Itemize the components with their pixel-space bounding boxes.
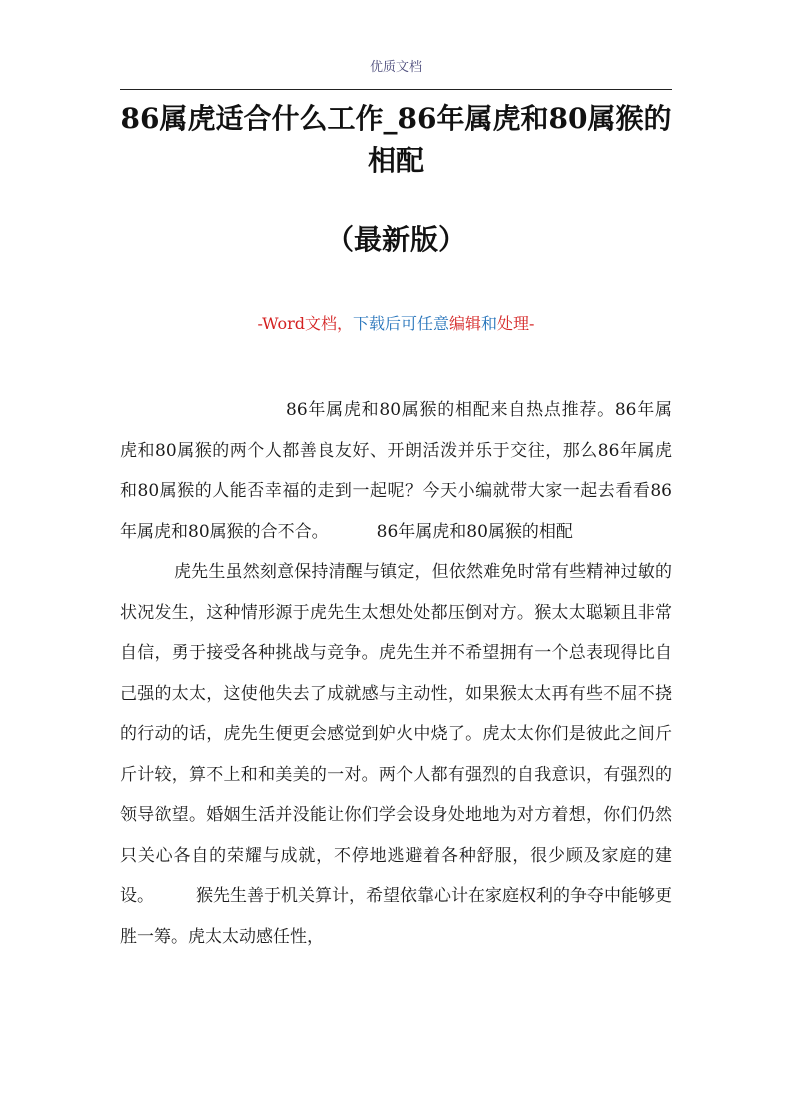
tagline-edit: 编辑 <box>448 314 481 333</box>
document-body <box>120 390 672 957</box>
tagline-and: 和 <box>481 314 498 333</box>
document-tagline <box>120 312 672 336</box>
paragraph-1-heading: 86年属虎和80属猴的相配 <box>376 521 573 542</box>
body-paragraph-1 <box>120 390 672 552</box>
header-divider <box>120 89 672 90</box>
document-title: 86属虎适合什么工作_86年属虎和80属猴的相配 <box>120 102 672 177</box>
document-subtitle: （最新版） <box>325 223 466 256</box>
paragraph-2-continued: 猴先生善于机关算计，希望依靠心计在家庭权利的争夺中能够更胜一筹。虎太太动感任性， <box>120 886 672 947</box>
body-paragraph-2 <box>120 552 672 957</box>
tagline-download: 下载后可任意 <box>352 314 449 333</box>
paragraph-2-text: 虎先生虽然刻意保持清醒与镇定，但依然难免时常有些精神过敏的状况发生，这种情形源于虎先生太想处处都压倒对方。猴太太聪颖且非常自信，勇于接受各种挑战与竞争。虎先生并不希望拥有一个总表现得比自己强的太太，这使他失去了成就感与主动性，如果猴太太再有些不屈不挠的行动的话，虎先生便更会感觉到妒火中烧了。虎太太你们是彼此之间斤斤计较，算不上和和美美的一对。两个人都有强烈的自我意识，有强烈的领导欲望。婚姻生活并没能让你们学会设身处地地为对方着想，你们仍然只关心各自的荣耀与成就，不停地逃避着各种舒服，很少顾及家庭的建设。 <box>120 562 672 906</box>
tagline-process: 处理 <box>497 314 530 333</box>
tagline-word-doc: -Word文档， <box>257 314 353 333</box>
tagline-dash: - <box>529 314 535 333</box>
paragraph-1-text: 86年属虎和80属猴的相配来自热点推荐。86年属虎和80属猴的两个人都善良友好、开朗活泼并乐于交往，那么86年属虎和80属猴的人能否幸福的走到一起呢？今天小编就带大家一起去看看86年属虎和80属猴的合不合。 <box>120 400 672 542</box>
document-header: 优质文档 <box>369 60 422 75</box>
